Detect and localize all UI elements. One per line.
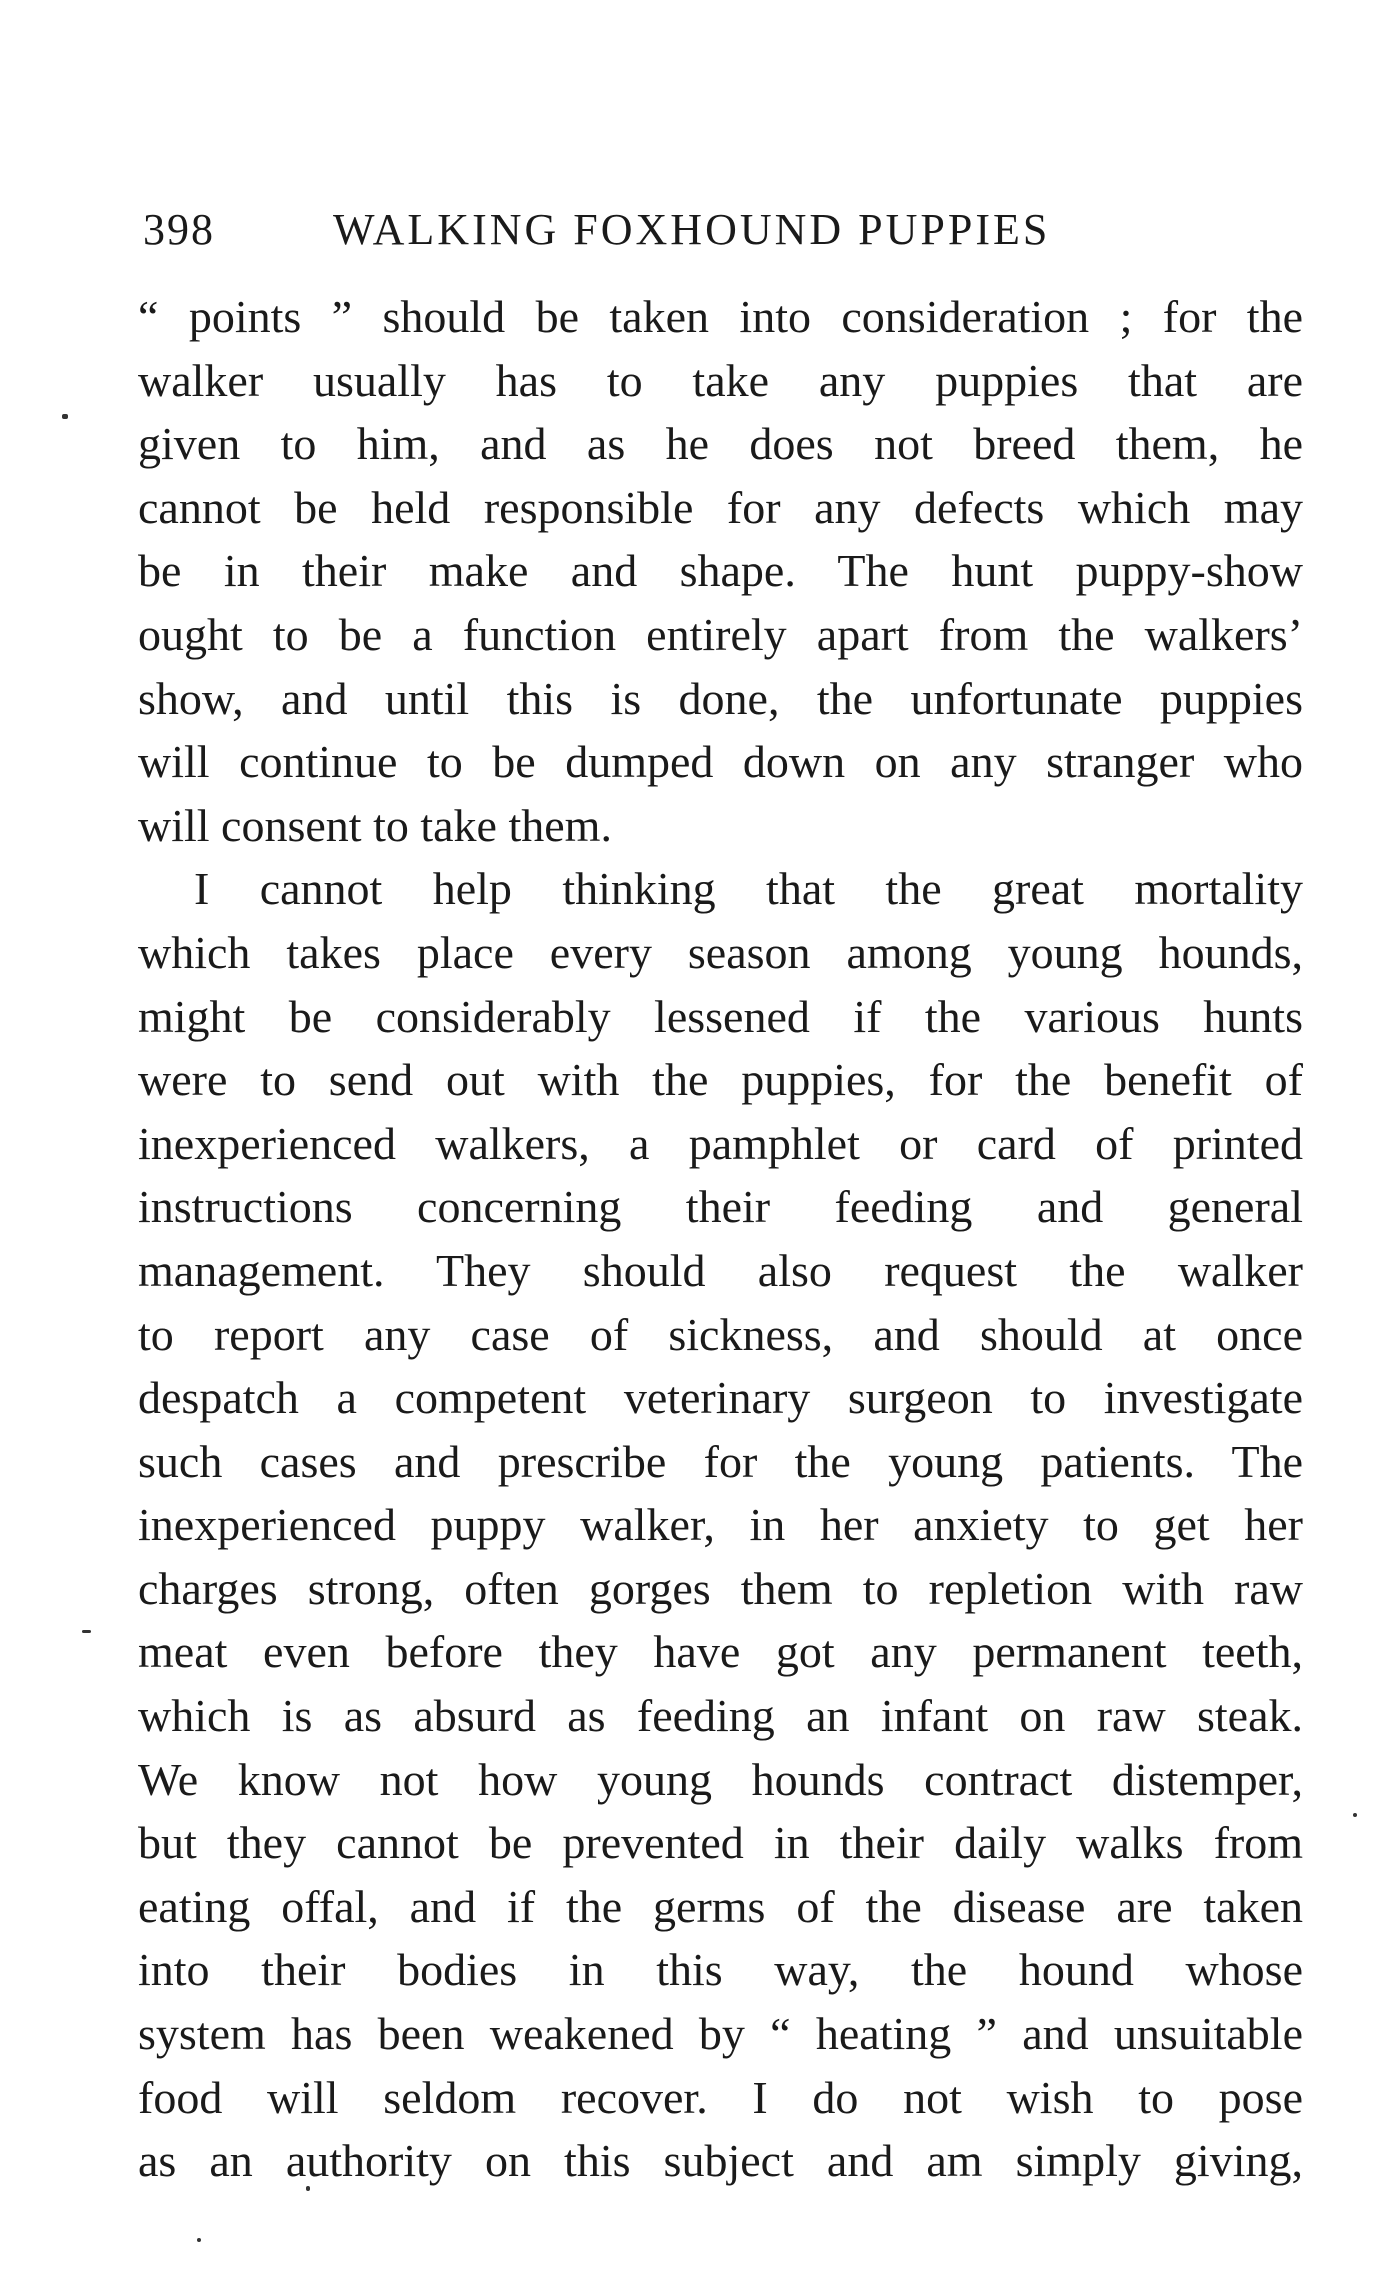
text-line: inexperienced walkers, a pamphlet or card of printed	[138, 1117, 1303, 1169]
text-line: eating offal, and if the germs of the disease are taken	[138, 1880, 1303, 1932]
running-head	[143, 200, 1303, 260]
text-line: will continue to be dumped down on any stranger who	[138, 736, 1303, 788]
body-text	[138, 285, 1303, 2193]
text-line: We know not how young hounds contract distemper,	[138, 1753, 1303, 1805]
text-line: such cases and prescribe for the young patients. The	[138, 1435, 1303, 1487]
text-line: to report any case of sickness, and should at once	[138, 1308, 1303, 1360]
scan-speck	[197, 2238, 201, 2242]
text-line: system has been weakened by “ heating ” and unsuitable	[138, 2008, 1303, 2060]
text-line: show, and until this is done, the unfortunate puppies	[138, 672, 1303, 724]
text-line: meat even before they have got any permanent teeth,	[138, 1626, 1303, 1678]
text-line: ought to be a function entirely apart from the walkers’	[138, 608, 1303, 660]
scan-speck	[82, 1630, 91, 1633]
text-line: “ points ” should be taken into consideration ; for the	[138, 291, 1303, 342]
text-line: cannot be held responsible for any defects which may	[138, 481, 1303, 533]
text-line: food will seldom recover. I do not wish to pose	[138, 2071, 1303, 2123]
text-line: were to send out with the puppies, for the benefit of	[138, 1054, 1303, 1106]
text-line: be in their make and shape. The hunt puppy-show	[138, 545, 1303, 597]
text-line: management. They should also request the walker	[138, 1244, 1303, 1296]
text-line: despatch a competent veterinary surgeon to investigate	[138, 1372, 1303, 1424]
paragraph-last-line: will consent to take them.	[138, 799, 612, 851]
paragraph-first-line: I cannot help thinking that the great mortality	[194, 863, 1303, 915]
text-line: walker usually has to take any puppies that are	[138, 354, 1303, 406]
text-line: might be considerably lessened if the various hunts	[138, 990, 1303, 1042]
text-line: instructions concerning their feeding and general	[138, 1181, 1303, 1233]
text-line: which takes place every season among young hounds,	[138, 926, 1303, 978]
page-number: 398	[143, 205, 215, 254]
text-line: charges strong, often gorges them to repletion with raw	[138, 1562, 1303, 1614]
scan-speck	[62, 414, 68, 419]
text-line: as an authority on this subject and am simply giving,	[138, 2135, 1303, 2187]
text-line: given to him, and as he does not breed them, he	[138, 418, 1303, 470]
text-line: inexperienced puppy walker, in her anxiety to get her	[138, 1499, 1303, 1551]
scan-speck	[306, 2186, 310, 2191]
scan-speck	[1353, 1813, 1357, 1817]
text-line: into their bodies in this way, the hound whose	[138, 1944, 1303, 1996]
running-title: WALKING FOXHOUND PUPPIES	[333, 205, 1051, 254]
text-line: which is as absurd as feeding an infant on raw steak.	[138, 1690, 1303, 1742]
text-line: but they cannot be prevented in their daily walks from	[138, 1817, 1303, 1869]
